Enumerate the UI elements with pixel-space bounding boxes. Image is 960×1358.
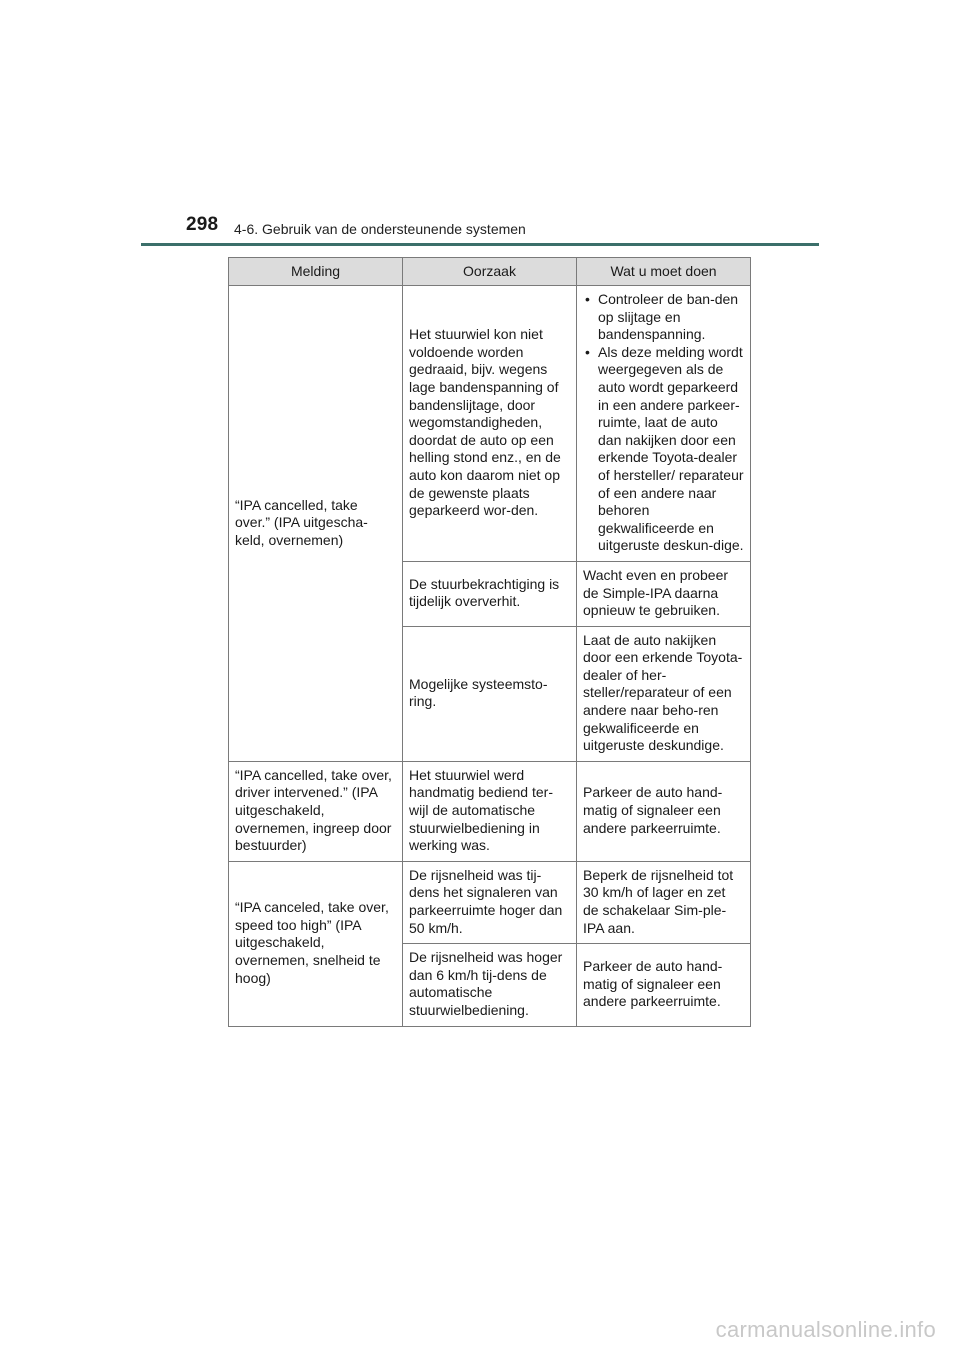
table-row [229, 761, 751, 861]
action-list [583, 291, 744, 555]
table-row [229, 286, 751, 562]
oorzaak-cell: Mogelijke systeemsto-ring. [403, 626, 577, 761]
melding-cell: “IPA cancelled, take over, driver intervened.” (IPA uitgeschakeld, overnemen, ingreep door bestuurder) [229, 761, 403, 861]
oorzaak-cell: Het stuurwiel werd handmatig bediend ter-wijl de automatische stuurwielbediening in werking was. [403, 761, 577, 861]
action-cell [577, 286, 751, 562]
page-number: 298 [186, 214, 219, 235]
oorzaak-cell: De rijsnelheid was hoger dan 6 km/h tij-dens de automatische stuurwielbediening. [403, 944, 577, 1026]
list-item: • Als deze melding wordt weergegeven als de auto wordt geparkeerd in een andere parkeer-ruimte, laat de auto dan nakijken door een erkende Toyota-dealer of hersteller/ reparateur of een andere naar behoren gekwalificeerde en uitgeruste deskun-dige. [583, 344, 744, 555]
oorzaak-cell: De stuurbekrachtiging is tijdelijk oververhit. [403, 561, 577, 626]
section-title: 4-6. Gebruik van de ondersteunende systemen [234, 221, 526, 237]
list-item: • Controleer de ban-den op slijtage en bandenspanning. [583, 291, 744, 344]
action-cell: Parkeer de auto hand-matig of signaleer een andere parkeerruimte. [577, 761, 751, 861]
action-cell: Parkeer de auto hand-matig of signaleer een andere parkeerruimte. [577, 944, 751, 1026]
table-row [229, 861, 751, 943]
melding-cell: “IPA cancelled, take over.” (IPA uitgescha-keld, overnemen) [229, 286, 403, 762]
oorzaak-cell: Het stuurwiel kon niet voldoende worden gedraaid, bijv. wegens lage bandenspanning of bandenslijtage, door wegomstandigheden, doordat de auto op een helling stond enz., en de auto kon daarom niet op de gewenste plaats geparkeerd wor-den. [403, 286, 577, 562]
action-cell: Wacht even en probeer de Simple-IPA daarna opnieuw te gebruiken. [577, 561, 751, 626]
header-rule [141, 243, 819, 246]
watermark: carmanualsonline.info [715, 1317, 936, 1342]
table-header-row [229, 258, 751, 286]
action-cell: Beperk de rijsnelheid tot 30 km/h of lager en zet de schakelaar Sim-ple-IPA aan. [577, 861, 751, 943]
column-header-melding: Melding [229, 258, 403, 286]
column-header-oorzaak: Oorzaak [403, 258, 577, 286]
action-cell: Laat de auto nakijken door een erkende Toyota-dealer of her-steller/reparateur of een andere naar beho-ren gekwalificeerde en uitgeruste deskundige. [577, 626, 751, 761]
message-table [228, 257, 751, 1027]
melding-cell: “IPA canceled, take over, speed too high” (IPA uitgeschakeld, overnemen, snelheid te hoog) [229, 861, 403, 1026]
oorzaak-cell: De rijsnelheid was tij-dens het signaleren van parkeerruimte hoger dan 50 km/h. [403, 861, 577, 943]
column-header-actie: Wat u moet doen [577, 258, 751, 286]
